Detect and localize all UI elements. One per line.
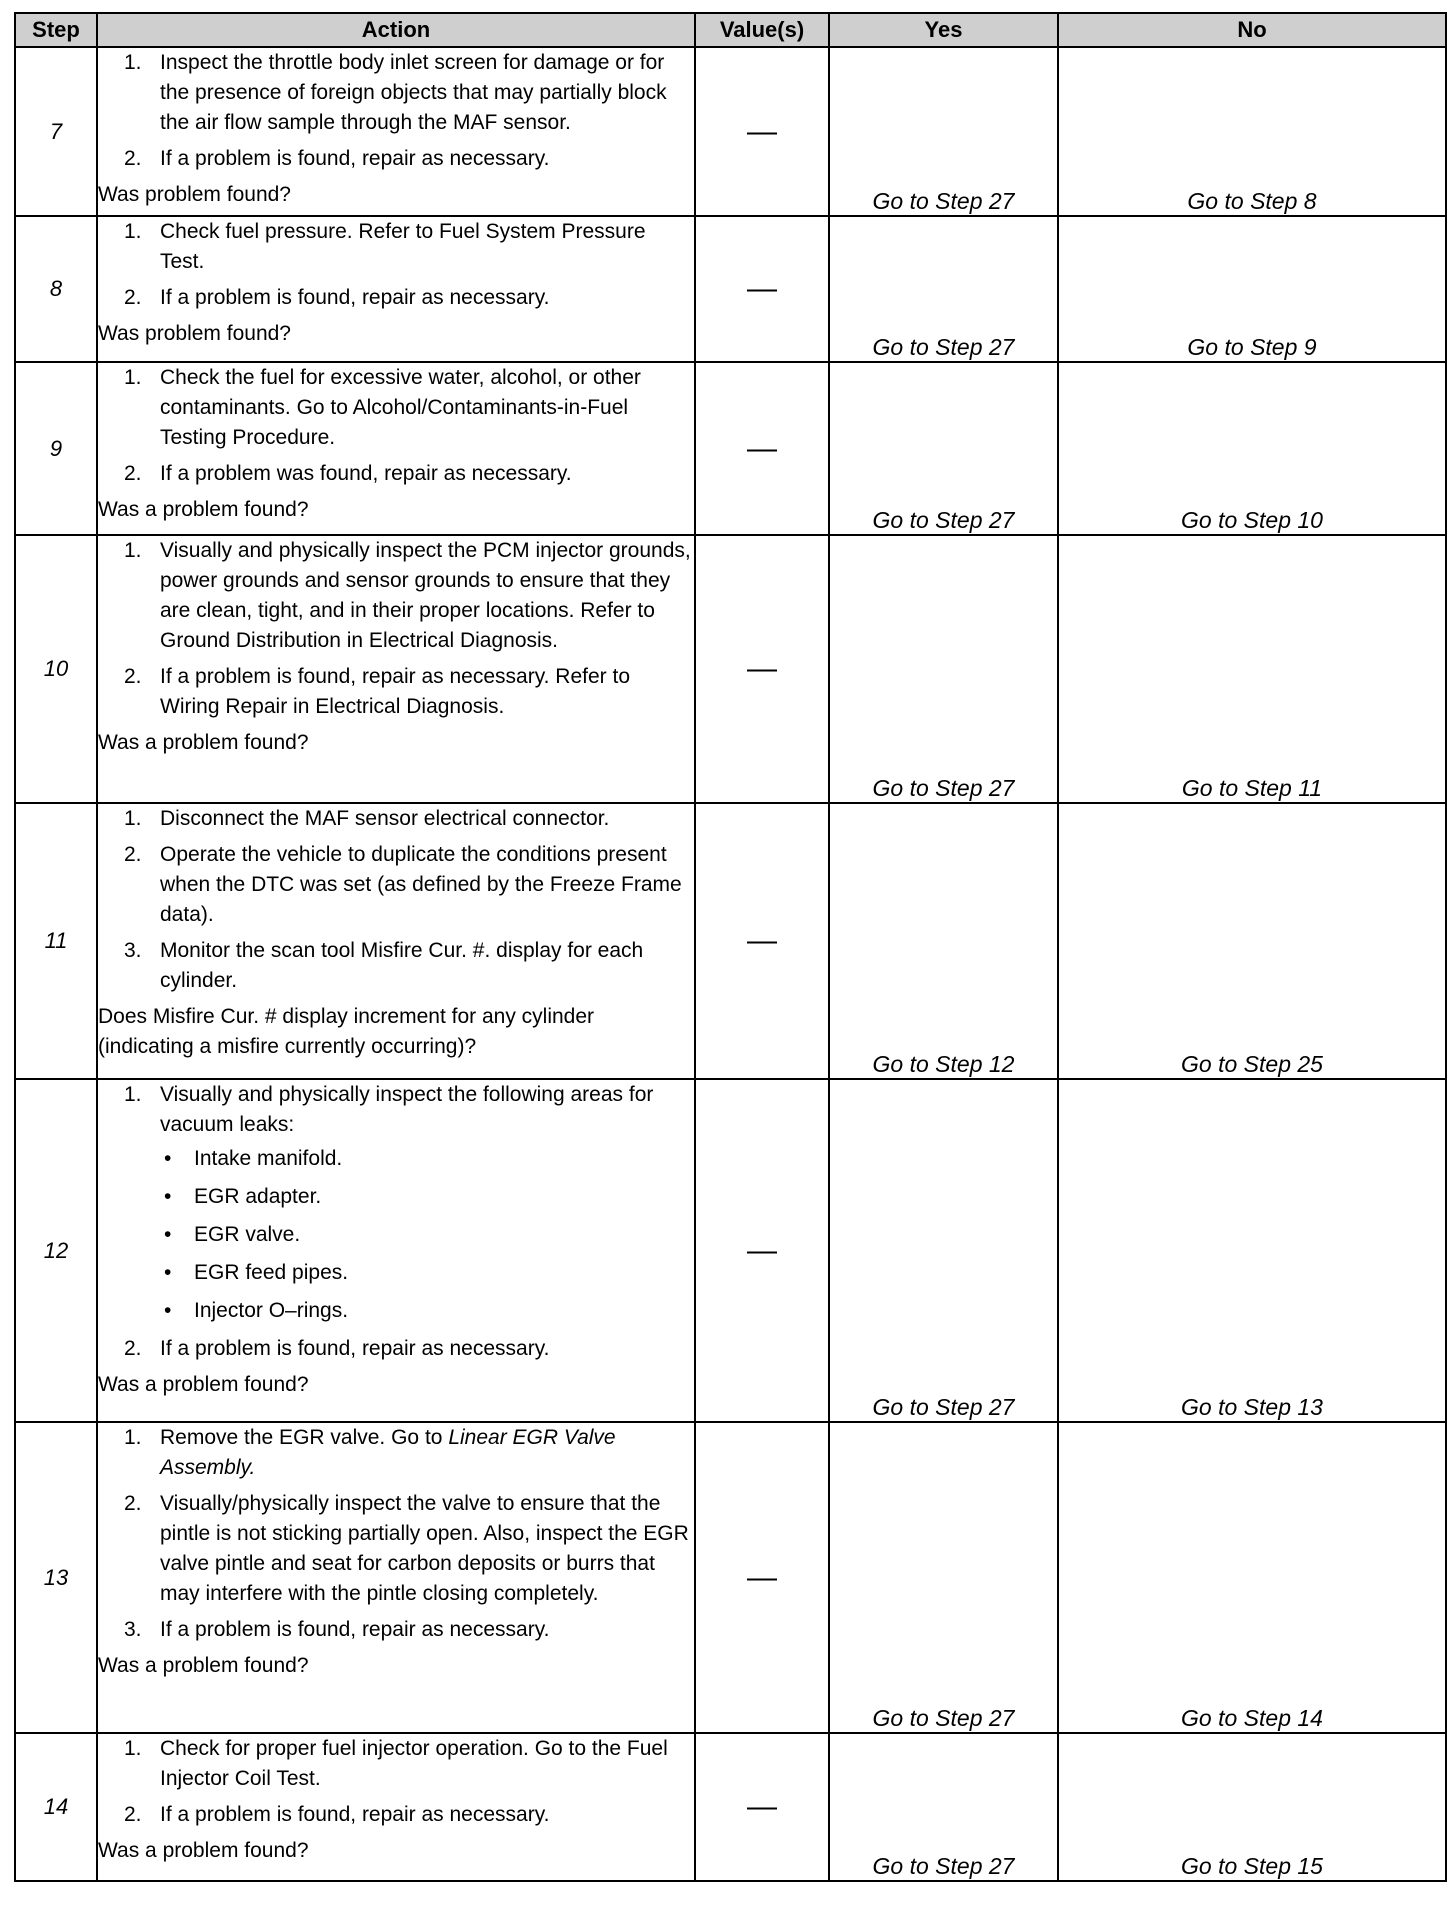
no-link[interactable]: Go to Step 25 bbox=[1058, 803, 1446, 1079]
question: Was a problem found? bbox=[98, 1373, 309, 1396]
no-link[interactable]: Go to Step 9 bbox=[1058, 216, 1446, 362]
value-cell: — bbox=[695, 1079, 829, 1422]
list-item: 1. Check the fuel for excessive water, alcohol, or other contaminants. Go to Alcohol/Contaminants-in-Fuel Testing Procedure. bbox=[124, 366, 641, 449]
value-cell: — bbox=[695, 362, 829, 535]
list-item: 2. If a problem is found, repair as necessary. Refer to Wiring Repair in Electrical Diagnosis. bbox=[124, 665, 630, 718]
bullet-item: • Injector O–rings. bbox=[160, 1296, 694, 1326]
no-link[interactable]: Go to Step 8 bbox=[1058, 47, 1446, 216]
yes-link[interactable]: Go to Step 27 bbox=[829, 47, 1058, 216]
step-number: 12 bbox=[15, 1079, 97, 1422]
yes-link[interactable]: Go to Step 27 bbox=[829, 535, 1058, 803]
bullet-item: • EGR adapter. bbox=[160, 1182, 694, 1212]
list-item: 1. Disconnect the MAF sensor electrical connector. bbox=[124, 807, 610, 830]
step-number: 11 bbox=[15, 803, 97, 1079]
value-cell: — bbox=[695, 535, 829, 803]
table-row-step-7 bbox=[15, 47, 1446, 216]
bullet-item: • Intake manifold. bbox=[160, 1144, 694, 1174]
header-action: Action bbox=[97, 13, 695, 47]
list-item: 2. If a problem is found, repair as necessary. bbox=[124, 1337, 550, 1360]
yes-link[interactable]: Go to Step 12 bbox=[829, 803, 1058, 1079]
bullet-list bbox=[160, 1144, 694, 1326]
action-cell bbox=[97, 216, 695, 362]
value-cell: — bbox=[695, 47, 829, 216]
bullet-item: • EGR valve. bbox=[160, 1220, 694, 1250]
table-row-step-12 bbox=[15, 1079, 1446, 1422]
list-item: 1. Inspect the throttle body inlet screen for damage or for the presence of foreign objects that may partially block the air flow sample through the MAF sensor. bbox=[124, 51, 667, 134]
header-no: No bbox=[1058, 13, 1446, 47]
diagnostic-table bbox=[14, 12, 1447, 1882]
egr-valve-reference-link[interactable]: Linear EGR Valve Assembly. bbox=[160, 1426, 616, 1479]
list-item: 1. Check for proper fuel injector operation. Go to the Fuel Injector Coil Test. bbox=[124, 1737, 668, 1790]
question: Was a problem found? bbox=[98, 1839, 309, 1862]
no-link[interactable]: Go to Step 14 bbox=[1058, 1422, 1446, 1733]
list-item: 2. If a problem was found, repair as necessary. bbox=[124, 462, 572, 485]
diagnostic-page bbox=[14, 12, 1445, 1882]
header-step: Step bbox=[15, 13, 97, 47]
yes-link[interactable]: Go to Step 27 bbox=[829, 1422, 1058, 1733]
step-number: 10 bbox=[15, 535, 97, 803]
list-item: 2. Operate the vehicle to duplicate the conditions present when the DTC was set (as defined by the Freeze Frame data). bbox=[124, 843, 682, 926]
question: Was problem found? bbox=[98, 183, 291, 206]
question: Was a problem found? bbox=[98, 731, 309, 754]
table-row-step-11 bbox=[15, 803, 1446, 1079]
question: Does Misfire Cur. # display increment for any cylinder (indicating a misfire currently occurring)? bbox=[98, 1005, 595, 1058]
action-cell bbox=[97, 535, 695, 803]
table-row-step-14 bbox=[15, 1733, 1446, 1881]
header-yes: Yes bbox=[829, 13, 1058, 47]
action-cell bbox=[97, 362, 695, 535]
yes-link[interactable]: Go to Step 27 bbox=[829, 216, 1058, 362]
table-row-step-13 bbox=[15, 1422, 1446, 1733]
table-header-row bbox=[15, 13, 1446, 47]
value-cell: — bbox=[695, 1733, 829, 1881]
table-row-step-9 bbox=[15, 362, 1446, 535]
list-item: 2. Visually/physically inspect the valve to ensure that the pintle is not sticking partially open. Also, inspect the EGR valve pintle and seat for carbon deposits or burrs that may interfere with the pintle closing completely. bbox=[124, 1492, 689, 1605]
list-item: 1. Visually and physically inspect the following areas for vacuum leaks: • Intake manifold. • EGR adapter. • EGR valve. • EGR feed pipes. • Injector O–rings. bbox=[98, 1080, 694, 1326]
action-cell bbox=[97, 803, 695, 1079]
list-item: 3. Monitor the scan tool Misfire Cur. #. display for each cylinder. bbox=[124, 939, 644, 992]
header-values: Value(s) bbox=[695, 13, 829, 47]
step-number: 9 bbox=[15, 362, 97, 535]
table-row-step-10 bbox=[15, 535, 1446, 803]
list-item: 2. If a problem is found, repair as necessary. bbox=[124, 1803, 550, 1826]
step-number: 7 bbox=[15, 47, 97, 216]
yes-link[interactable]: Go to Step 27 bbox=[829, 1079, 1058, 1422]
step-number: 14 bbox=[15, 1733, 97, 1881]
value-cell: — bbox=[695, 216, 829, 362]
list-item: 1. Visually and physically inspect the PCM injector grounds, power grounds and sensor grounds to ensure that they are clean, tight, and in their proper locations. Refer to Ground Distribution in Electrical Diagnosis. bbox=[124, 539, 691, 652]
action-cell bbox=[97, 47, 695, 216]
bullet-item: • EGR feed pipes. bbox=[160, 1258, 694, 1288]
value-cell: — bbox=[695, 1422, 829, 1733]
list-item: 1. Remove the EGR valve. Go to Linear EGR Valve Assembly. bbox=[124, 1426, 616, 1479]
no-link[interactable]: Go to Step 10 bbox=[1058, 362, 1446, 535]
yes-link[interactable]: Go to Step 27 bbox=[829, 1733, 1058, 1881]
list-item: 3. If a problem is found, repair as necessary. bbox=[124, 1618, 550, 1641]
action-cell bbox=[97, 1422, 695, 1733]
list-item: 2. If a problem is found, repair as necessary. bbox=[124, 286, 550, 309]
no-link[interactable]: Go to Step 11 bbox=[1058, 535, 1446, 803]
action-cell bbox=[97, 1079, 695, 1422]
action-cell bbox=[97, 1733, 695, 1881]
yes-link[interactable]: Go to Step 27 bbox=[829, 362, 1058, 535]
value-cell: — bbox=[695, 803, 829, 1079]
list-item: 2. If a problem is found, repair as necessary. bbox=[124, 147, 550, 170]
question: Was a problem found? bbox=[98, 1654, 309, 1677]
question: Was a problem found? bbox=[98, 498, 309, 521]
question: Was problem found? bbox=[98, 322, 291, 345]
step-number: 13 bbox=[15, 1422, 97, 1733]
no-link[interactable]: Go to Step 15 bbox=[1058, 1733, 1446, 1881]
list-item: 1. Check fuel pressure. Refer to Fuel System Pressure Test. bbox=[124, 220, 646, 273]
step-number: 8 bbox=[15, 216, 97, 362]
no-link[interactable]: Go to Step 13 bbox=[1058, 1079, 1446, 1422]
table-row-step-8 bbox=[15, 216, 1446, 362]
